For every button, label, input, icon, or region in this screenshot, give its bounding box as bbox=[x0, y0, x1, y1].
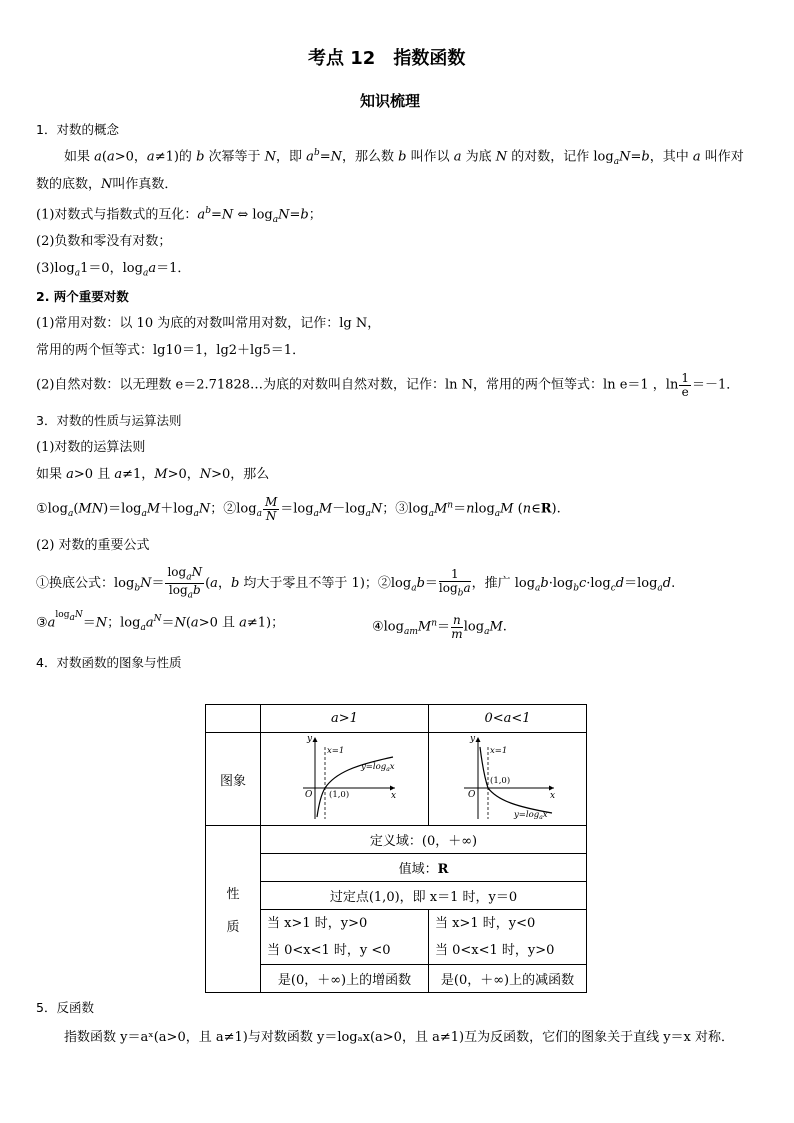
s3-heading: 3．对数的性质与运算法则 bbox=[36, 413, 182, 428]
table-row-graph-label: 图象 bbox=[206, 733, 261, 826]
graph-decreasing bbox=[432, 733, 584, 821]
s1-item3: $(3)\log_a1=0$，$\log_aa=1$． bbox=[36, 261, 191, 279]
s1-definition-line1: 如果 a(a>0，a≠1)的 b 次幂等于 N，即 $a^b=N$，那么数 b 叫作以 a 为底 N 的对数，记作 $\log_aN=b$，其中 a 叫作对 bbox=[64, 148, 744, 167]
s3-condition: 如果 a>0 且 a≠1，M>0，N>0，那么 bbox=[36, 467, 270, 482]
table-sign-increasing: 当 x>1 时，y>0 当 0<x<1 时，y <0 bbox=[261, 910, 429, 965]
s2-common-identities: 常用的两个恒等式：lg10＝1，lg2＋lg5＝1． bbox=[36, 343, 306, 358]
s3-formula-change-of-base: ①换底公式：$\log_bN=$ $\frac{\log_aN}{\log_ab}$ (a，b 均大于零且不等于 1)；$②\log_ab=$ $\frac{1}{\log_ba}$ ，推广 $\log_ab\cdot\log_bc\cdot\log_cd=\log_ad$. bbox=[36, 565, 676, 601]
s2-natural-log: (2)自然对数：以无理数 e＝2.71828…为底的对数叫自然对数，记作：ln N，常用的两个恒等式：ln e＝1 ，ln $\frac{1}{e}$ ＝－1． bbox=[36, 371, 740, 399]
s1-heading: 1．对数的概念 bbox=[36, 122, 119, 137]
graph2-fn-label: $y=\log_ax$ bbox=[513, 810, 548, 821]
table-header-a-lt-1: 0<a<1 bbox=[429, 705, 587, 733]
graph1-x-label: x bbox=[390, 791, 396, 801]
s5-paragraph: 指数函数 y＝aˣ(a>0，且 a≠1)与对数函数 y＝logₐx(a>0，且 a≠1)互为反函数，它们的图象关于直线 y＝x 对称． bbox=[64, 1030, 735, 1045]
graph2-x-label: x bbox=[549, 791, 555, 801]
table-domain: 定义域：(0，＋∞) bbox=[261, 826, 587, 854]
graph-increasing-cell bbox=[261, 733, 429, 826]
s1-item2: (2)负数和零没有对数； bbox=[36, 234, 172, 249]
table-header-a-gt-1: a>1 bbox=[261, 705, 429, 733]
page-title: 考点 12 指数函数 bbox=[308, 48, 466, 69]
s3-rules: $①\log_a(MN)=\log_aM+\log_aN$；$②\log_a$ $\frac{M}{N}$ $=\log_aM-\log_aN$；$③\log_aM^n=nlog_aM$ (n∈R). bbox=[36, 495, 561, 523]
s3-formula-identity: $③a^{log_aN}=N$；$\log_aa^N=N(a>0$ 且 a≠1)； bbox=[36, 610, 285, 633]
table-fixed-point: 过定点(1,0)，即 x＝1 时，y＝0 bbox=[261, 882, 587, 910]
s3-sub2: (2) 对数的重要公式 bbox=[36, 538, 150, 553]
graph1-x-arrow bbox=[390, 786, 395, 791]
section-subtitle: 知识梳理 bbox=[360, 92, 421, 110]
graph1-point-label: (1,0) bbox=[328, 790, 349, 800]
graph2-x1-label: x=1 bbox=[489, 746, 507, 756]
graph-decreasing-cell bbox=[429, 733, 587, 826]
s1-item1: (1)对数式与指数式的互化：$a^b=N$ ⇔ $\log_aN=b$； bbox=[36, 206, 322, 225]
graph1-fn-label: $y=\log_ax$ bbox=[360, 762, 395, 773]
graph1-origin-label: O bbox=[304, 790, 312, 800]
table-sign-decreasing: 当 x>1 时，y<0 当 0<x<1 时，y>0 bbox=[429, 910, 587, 965]
graph2-x-arrow bbox=[549, 786, 554, 791]
table-range: 值域：R bbox=[261, 854, 587, 882]
graph2-origin-label: O bbox=[467, 790, 475, 800]
graph2-point-label: (1,0) bbox=[489, 776, 510, 786]
table-row-properties-label: 性 质 bbox=[206, 826, 261, 993]
s1-definition-line2: 数的底数，N叫作真数． bbox=[36, 177, 178, 192]
table-header-blank bbox=[206, 705, 261, 733]
log-function-table bbox=[205, 704, 587, 993]
graph1-y-label: y bbox=[306, 734, 312, 744]
graph1-y-arrow bbox=[312, 737, 317, 742]
s5-heading: 5．反函数 bbox=[36, 1000, 94, 1015]
s3-formula-power-base: $④\log_{am}M^n=$ $\frac{n}{m}$ $\log_aM$. bbox=[372, 613, 507, 641]
table-monotone-increasing: 是(0，＋∞)上的增函数 bbox=[261, 965, 429, 993]
s4-heading: 4．对数函数的图象与性质 bbox=[36, 655, 182, 670]
table-monotone-decreasing: 是(0，＋∞)上的减函数 bbox=[429, 965, 587, 993]
graph2-y-label: y bbox=[469, 734, 475, 744]
graph1-x1-label: x=1 bbox=[326, 746, 344, 756]
s3-sub1: (1)对数的运算法则 bbox=[36, 440, 146, 455]
graph-increasing bbox=[265, 733, 425, 821]
graph2-y-arrow bbox=[475, 737, 480, 742]
s2-heading: 2. 两个重要对数 bbox=[36, 289, 129, 304]
s2-common-log: (1)常用对数：以 10 为底的对数叫常用对数，记作：lg N， bbox=[36, 316, 381, 331]
